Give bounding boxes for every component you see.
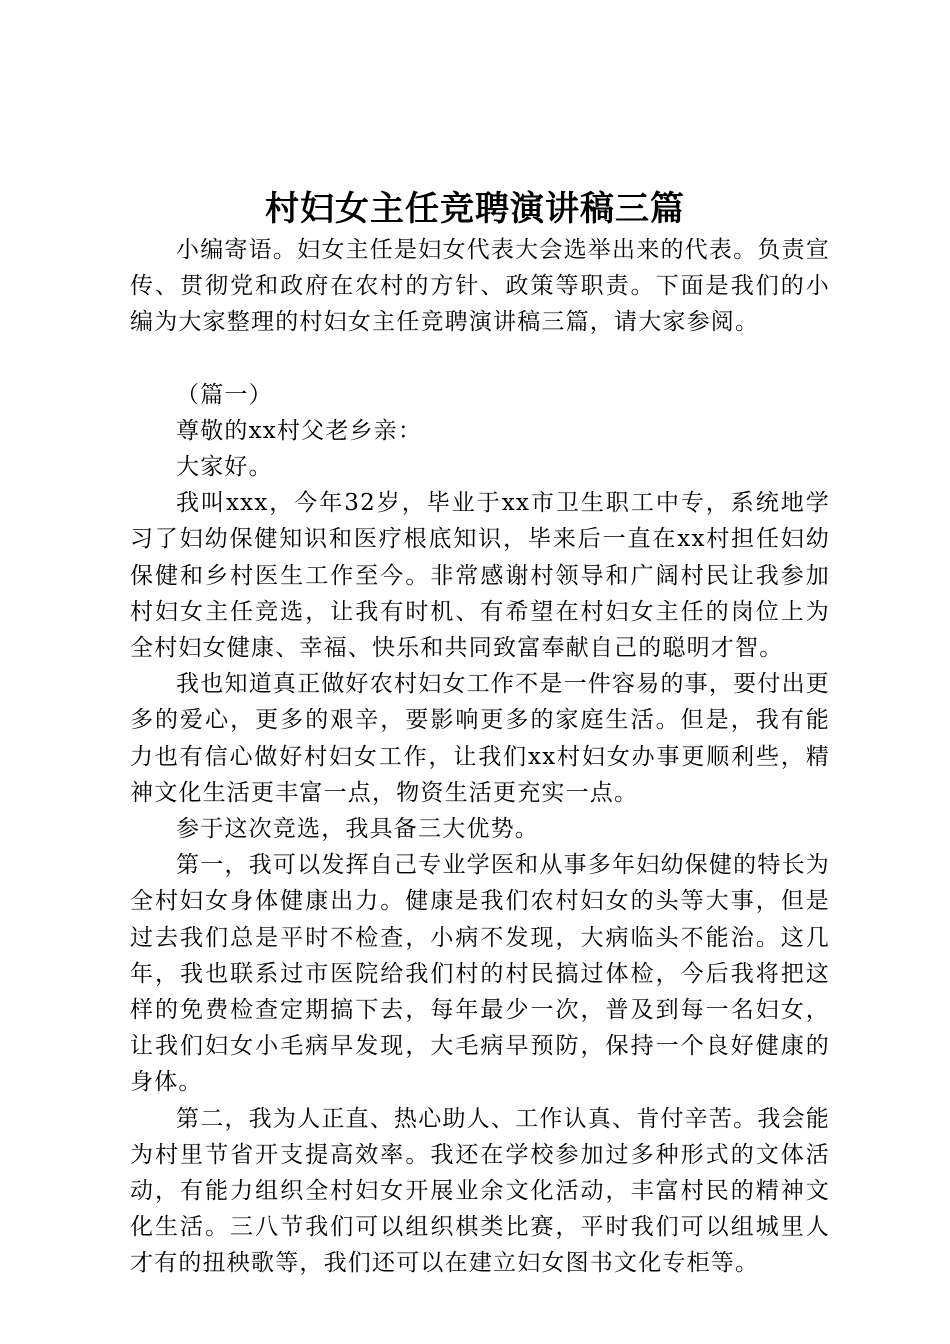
document-body: [130, 232, 830, 1282]
body-paragraph: 第二，我为人正直、热心助人、工作认真、肯付辛苦。我会能为村里节省开支提高效率。我还在学校参加过多种形式的文体活动，有能力组织全村妇女开展业余文化活动，丰富村民的精神文化生活。三八节我们可以组织棋类比赛，平时我们可以组城里人才有的扭秧歌等，我们还可以在建立妇女图书文化专柜等。: [130, 1105, 830, 1277]
document-title: 村妇女主任竞聘演讲稿三篇: [265, 189, 685, 229]
body-paragraph: 参于这次竞选，我具备三大优势。: [176, 816, 539, 843]
section-heading: （篇一）: [176, 381, 273, 408]
body-paragraph: 我叫xxx，今年32岁，毕业于xx市卫生职工中专，系统地学习了妇幼保健知识和医疗根底知识，毕来后一直在xx村担任妇幼保健和乡村医生工作至今。非常感谢村领导和广阔村民让我参加村妇女主任竞选，让我有时机、有希望在村妇女主任的岗位上为全村妇女健康、幸福、快乐和共同致富奉献自己的聪明才智。: [130, 490, 830, 662]
salutation: 尊敬的xx村父老乡亲：: [176, 417, 423, 444]
body-paragraph: 我也知道真正做好农村妇女工作不是一件容易的事，要付出更多的爱心，更多的艰辛，要影响更多的家庭生活。但是，我有能力也有信心做好村妇女工作，让我们xx村妇女办事更顺利些，精神文化生活更丰富一点，物资生活更充实一点。: [130, 671, 830, 806]
body-paragraph: 第一，我可以发挥自己专业学医和从事多年妇幼保健的特长为全村妇女身体健康出力。健康是我们农村妇女的头等大事，但是过去我们总是平时不检查，小病不发现，大病临头不能治。这几年，我也联系过市医院给我们村的村民搞过体检，今后我将把这样的免费检查定期搞下去，每年最少一次，普及到每一名妇女，让我们妇女小毛病早发现，大毛病早预防，保持一个良好健康的身体。: [130, 852, 830, 1096]
intro-paragraph: 小编寄语。妇女主任是妇女代表大会选举出来的代表。负责宣传、贯彻党和政府在农村的方针、政策等职责。下面是我们的小编为大家整理的村妇女主任竞聘演讲稿三篇，请大家参阅。: [130, 237, 830, 336]
greeting: 大家好。: [176, 454, 273, 481]
